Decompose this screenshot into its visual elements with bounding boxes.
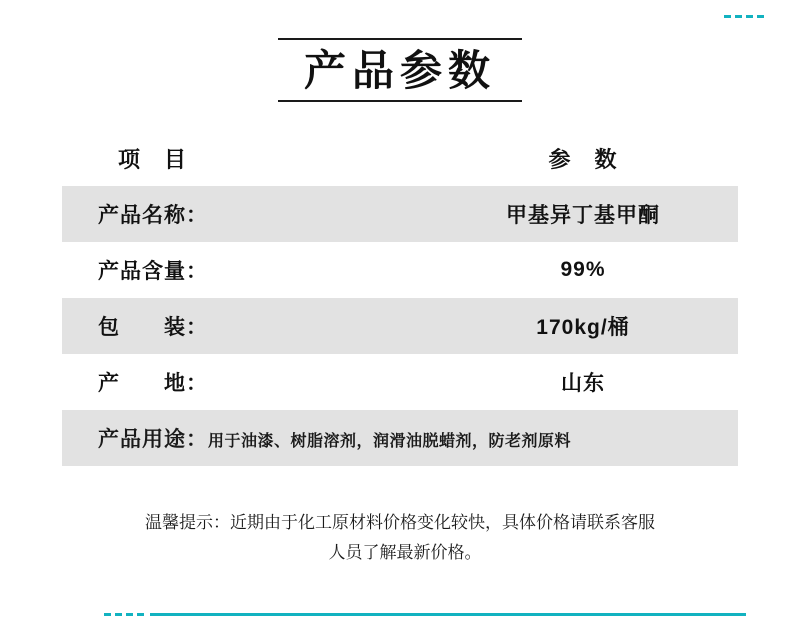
row-label-content: 产品含量： [62, 242, 428, 298]
page-title-box [278, 38, 522, 102]
warm-tip-note [62, 508, 738, 568]
page-title-wrapper [0, 38, 800, 102]
bottom-dots [104, 613, 144, 616]
top-dots [724, 15, 764, 18]
table-row [62, 186, 738, 242]
table-row [62, 354, 738, 410]
row-value-content: 99% [428, 242, 738, 298]
row-label-product-name: 产品名称： [62, 186, 428, 242]
bottom-line [150, 613, 746, 616]
table-row [62, 242, 738, 298]
product-spec-table [62, 130, 738, 466]
page-title: 产品参数 [303, 47, 496, 94]
row-value-packaging: 170kg/桶 [428, 298, 738, 354]
usage-label: 产品用途： [98, 428, 208, 451]
header-item-label: 项 目 [62, 130, 428, 186]
note-line-1: 温馨提示：近期由于化工原材料价格变化较快，具体价格请联系客服 [145, 513, 655, 532]
note-line-2: 人员了解最新价格。 [328, 542, 482, 562]
table-header-row [62, 130, 738, 186]
usage-text: 用于油漆、树脂溶剂，润滑油脱蜡剂，防老剂原料 [208, 433, 572, 450]
table-row [62, 298, 738, 354]
header-value-label: 参 数 [428, 130, 738, 186]
row-label-packaging: 包 装： [62, 298, 428, 354]
top-decoration [0, 14, 800, 18]
table-row-usage [62, 410, 738, 466]
usage-cell [62, 410, 738, 466]
row-label-origin: 产 地： [62, 354, 428, 410]
row-value-origin: 山东 [428, 354, 738, 410]
bottom-decoration [0, 612, 800, 616]
row-value-product-name: 甲基异丁基甲酮 [428, 186, 738, 242]
